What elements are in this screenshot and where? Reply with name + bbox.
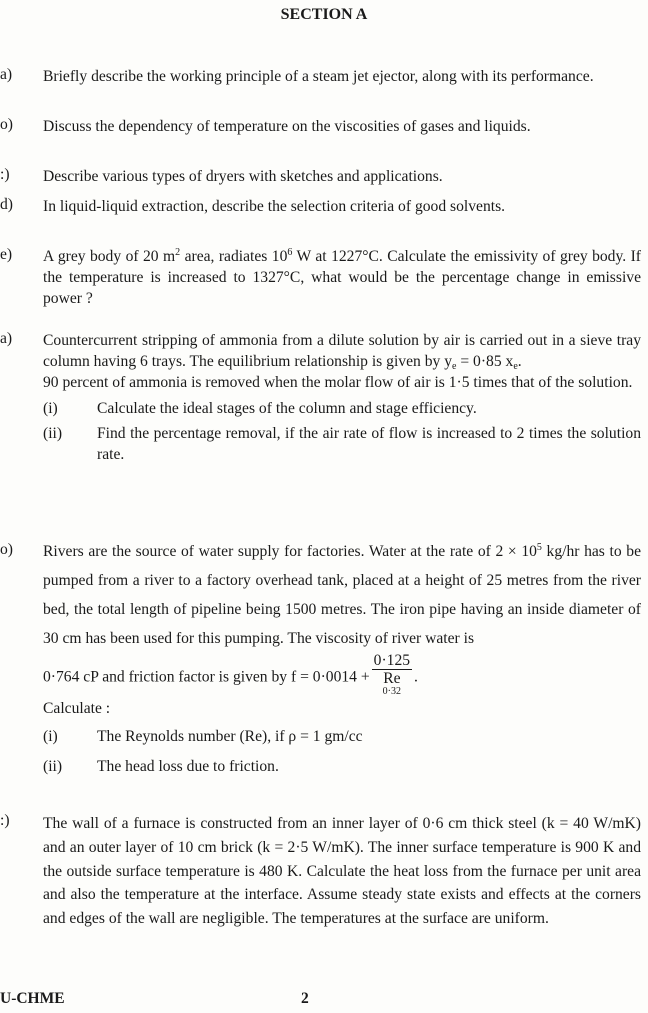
question-1c-label: :) — [0, 166, 10, 183]
footer-code: U-CHME — [0, 990, 65, 1007]
question-1e-text: A grey body of 20 $m^2$ area, radiates $10^6$ W at 1227°C. Calculate the emissivity of grey body. If the temperature is increased to 1327°C, what would be the percentage change in emissive power ? — [43, 247, 641, 307]
question-2a-label: a) — [0, 330, 13, 347]
question-2a-condition: 90 percent of ammonia is removed when the molar flow of air is 1·5 times that of the solution. — [43, 374, 633, 391]
section-title: SECTION A — [280, 6, 368, 23]
question-2a-statement: Countercurrent stripping of ammonia from a dilute solution by air is carried out in a sieve tray column having 6 trays. The equilibrium relationship is given by $y_e = 0\cdot 85$ $x_e$. — [43, 332, 641, 372]
question-1a-text: Briefly describe the working principle of a steam jet ejector, along with its performance. — [43, 68, 594, 85]
question-2a-block — [43, 330, 641, 465]
question-1d-label: d) — [0, 196, 13, 213]
page-number: 2 — [301, 990, 309, 1007]
question-2b-part-i: (i) The Reynolds number (Re), if ρ = 1 gm/cc — [43, 728, 363, 745]
question-2b-part-ii: (ii) The head loss due to friction. — [43, 758, 279, 775]
question-2a-part-i: (i) Calculate the ideal stages of the column and stage efficiency. — [43, 400, 477, 417]
question-2c-label: :) — [0, 812, 10, 829]
friction-fraction: 0·125 Re $^{0\cdot 32}$ — [373, 652, 411, 697]
question-2b-statement: Rivers are the source of water supply for factories. Water at the rate of $2 \times 10^5$ kg/hr has to be pumped from a river to a factory overhead tank, placed at a height of 25 metres from the river bed, the total length of pipeline being 1500 metres. The iron pipe having an inside diameter of 30 cm has been used for this pumping. The viscosity of river water is — [43, 542, 641, 647]
question-1c-text: Describe various types of dryers with sketches and applications. — [43, 168, 443, 185]
question-2a-part-ii: (ii) Find the percentage removal, if the air rate of flow is increased to 2 times the solution rate. — [43, 425, 641, 463]
question-1b-text: Discuss the dependency of temperature on the viscosities of gases and liquids. — [43, 118, 531, 135]
question-2b-friction-line: 0·764 cP and friction factor is given by f = 0·0014 + 0·125 Re $^{0\cdot 32}$ . — [43, 652, 641, 704]
question-1e-label: e) — [0, 246, 13, 263]
question-1b-label: o) — [0, 116, 13, 133]
question-2b-block — [43, 537, 641, 777]
question-1a-label: a) — [0, 66, 13, 83]
question-2b-label: o) — [0, 541, 13, 558]
question-2b-calculate: Calculate : — [43, 700, 111, 717]
question-1d-text: In liquid-liquid extraction, describe the selection criteria of good solvents. — [43, 198, 506, 215]
question-2c-text: The wall of a furnace is constructed from an inner layer of 0·6 cm thick steel (k = 40 W/mK) and an outer layer of 10 cm brick (k = 2·5 W/mK). The inner surface temperature is 900 K and the outside surface temperature is 480 K. Calculate the heat loss from the furnace per unit area and also the temperature at the interface. Assume steady state exists and effects at the corners and edges of the wall are negligible. The temperatures at the surface are uniform. — [43, 815, 641, 928]
